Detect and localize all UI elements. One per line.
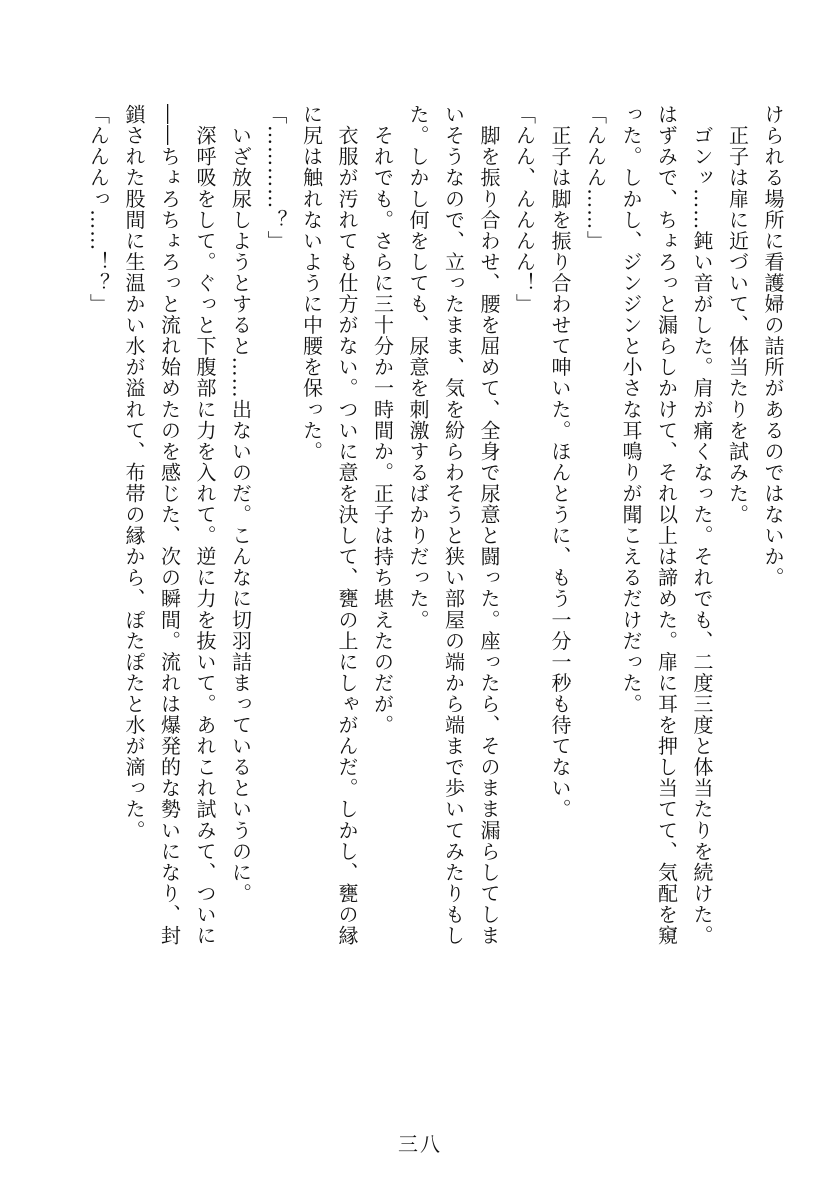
text-line: 正子は脚を振り合わせて呻いた。ほんとうに、もう一分一秒も待てない。: [548, 104, 572, 820]
text-line: ゴンッ……鈍い音がした。肩が痛くなった。それでも、二度三度と体当たりを続けた。: [690, 104, 714, 946]
text-line: 鎖された股間に生温かい水が溢れて、布帯の縁から、ぽたぽたと水が滴った。: [122, 104, 146, 841]
text-line: 深呼吸をして。ぐっと下腹部に力を入れて。逆に力を抜いて。あれこれ試みて、ついに: [193, 104, 217, 946]
page-number: 三八: [398, 1132, 442, 1156]
text-line: に尻は触れないように中腰を保った。: [299, 104, 324, 462]
text-line: けられる場所に看護婦の詰所があるのではないか。: [761, 104, 785, 589]
text-line: 正子は扉に近づいて、体当たりを試みた。: [725, 104, 750, 525]
text-line: た。しかし何をしても、尿意を刺激するばかりだった。: [406, 104, 430, 631]
text-line: 衣服が汚れても仕方がない。ついに意を決して、甕の上にしゃがんだ。しかし、甕の縁: [335, 104, 359, 946]
text-line: それでも。さらに三十分か一時間か。正子は持ち堪えたのだが。: [370, 104, 395, 736]
text-line: いそうなので、立ったまま、気を紛らわそうと狭い部屋の端から端まで歩いてみたりもし: [441, 104, 466, 946]
dialogue-line: 「んん、んんんん！」: [512, 104, 537, 315]
text-line: 脚を振り合わせ、腰を屈めて、全身で尿意と闘った。座ったら、そのまま漏らしてしま: [477, 104, 501, 946]
dialogue-line: 「んんんっ……！？」: [86, 104, 111, 315]
text-line: った。しかし、ジンジンと小さな耳鳴りが聞こえるだけだった。: [619, 104, 643, 715]
dialogue-line: 「んんん……」: [583, 104, 608, 252]
text-line: いざ放尿しようとすると……出ないのだ。こんなに切羽詰まっているというのに。: [228, 104, 253, 904]
vertical-body-text: [86, 104, 790, 1104]
text-line: ――ちょろちょろっと流れ始めたのを感じた、次の瞬間。流れは爆発的な勢いになり、封: [157, 104, 182, 946]
text-line: はずみで、ちょろっと漏らしかけて、それ以上は諦めた。扉に耳を押し当てて、気配を窺: [654, 104, 679, 946]
dialogue-line: 「…………？」: [264, 104, 288, 252]
